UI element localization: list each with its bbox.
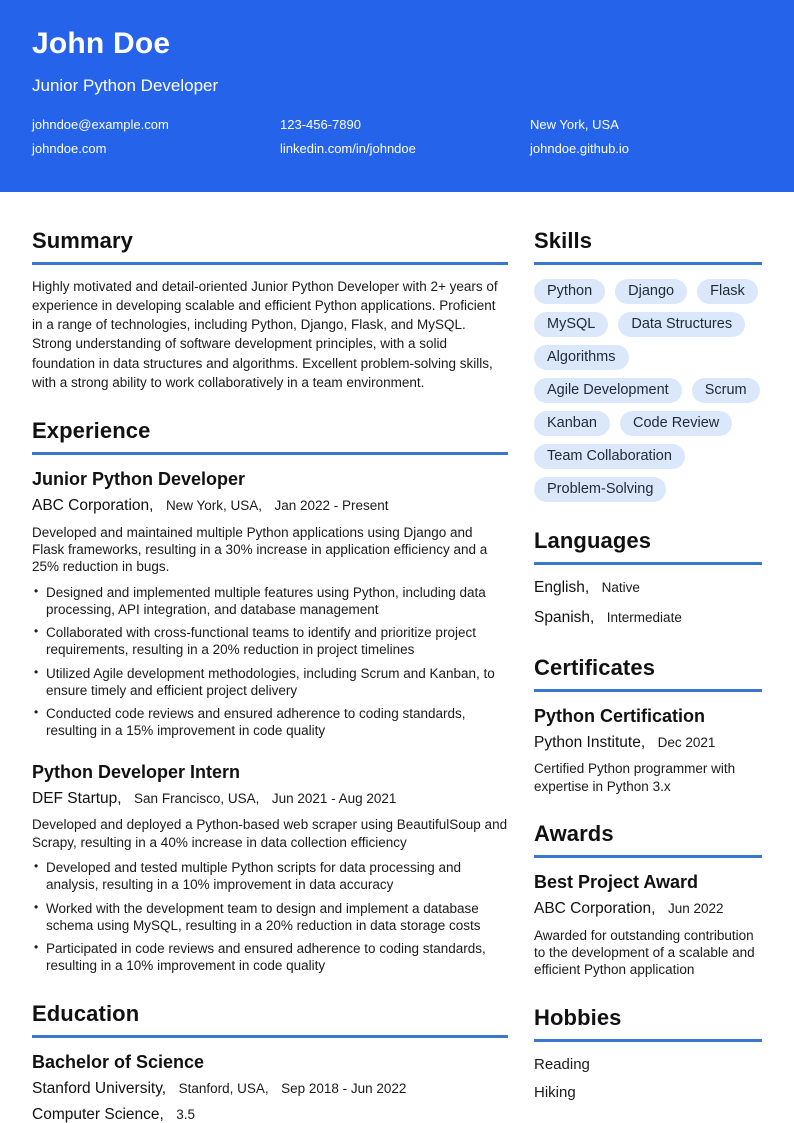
- right-column: [534, 192, 762, 1123]
- skill-chip: Kanban: [534, 411, 610, 436]
- hobby-item: Reading: [534, 1055, 590, 1073]
- job-dates: Jun 2021 - Aug 2021: [271, 790, 397, 806]
- languages-heading: Languages: [534, 528, 762, 565]
- certificate-entry: [534, 706, 762, 795]
- section-awards: [534, 821, 762, 979]
- award-title: Best Project Award: [534, 871, 699, 892]
- skill-chip: Team Collaboration: [534, 444, 685, 469]
- job-entry: [32, 762, 508, 975]
- language-name: Spanish ,: [534, 609, 594, 626]
- certificate-description: Certified Python programmer with expertise in Python 3.x: [534, 761, 736, 794]
- hobby-item: Hiking: [534, 1084, 576, 1102]
- school-location: Stanford, USA ,: [179, 1081, 269, 1096]
- school-name: Stanford University ,: [32, 1080, 166, 1097]
- section-education: [32, 1001, 508, 1123]
- section-summary: [32, 228, 508, 392]
- candidate-job-title: Junior Python Developer: [32, 76, 219, 95]
- contact-phone: 123-456-7890: [280, 117, 361, 132]
- hobbies-heading: Hobbies: [534, 1005, 762, 1042]
- experience-heading: Experience: [32, 418, 508, 455]
- language-item: [534, 608, 762, 629]
- skill-chip: Scrum: [692, 378, 760, 403]
- skill-chip: Data Structures: [618, 312, 745, 337]
- skill-chip: Code Review: [620, 411, 732, 436]
- language-level: Intermediate: [606, 609, 682, 625]
- school-line: [32, 1079, 508, 1100]
- contact-linkedin: linkedin.com/in/johndoe: [280, 141, 416, 156]
- language-item: [534, 578, 762, 599]
- bullet-item: • Conducted code reviews and ensured adherence to coding standards, resulting in a 15% improvement in code quality: [32, 705, 508, 740]
- job-meta: [32, 789, 508, 810]
- contact-github: johndoe.github.io: [530, 141, 630, 156]
- major-name: Computer Science ,: [32, 1106, 164, 1123]
- major-line: [32, 1105, 508, 1123]
- award-date: Jun 2022: [667, 900, 724, 916]
- skill-chip: MySQL: [534, 312, 608, 337]
- award-entry: [534, 872, 762, 979]
- certificate-date: Dec 2021: [657, 734, 716, 750]
- section-experience: [32, 418, 508, 975]
- candidate-name: John Doe: [32, 27, 171, 60]
- bullet-item: • Developed and tested multiple Python scripts for data processing and analysis, resulting in a 10% improvement in data accuracy: [32, 859, 508, 894]
- contact-email: johndoe@example.com: [32, 117, 169, 132]
- summary-text: Highly motivated and detail-oriented Junior Python Developer with 2+ years of experience in developing scalable and efficient Python applications. Proficient in a range of technologies, including Python, Django, Flask, and MySQL. Strong understanding of software development principles, with a solid foundation in data structures and algorithms. Excellent problem-solving skills, with a strong ability to work collaboratively in a team environment.: [32, 279, 498, 390]
- certificate-title: Python Certification: [534, 705, 706, 726]
- resume-header: [0, 0, 794, 192]
- contact-website: johndoe.com: [32, 141, 107, 156]
- company-name: DEF Startup ,: [32, 790, 122, 807]
- skills-heading: Skills: [534, 228, 762, 265]
- bullet-item: • Collaborated with cross-functional teams to identify and prioritize project requirements, resulting in a 20% reduction in project timelines: [32, 624, 508, 659]
- bullet-item: • Utilized Agile development methodologies, including Scrum and Kanban, to ensure timely and efficient project delivery: [32, 665, 508, 700]
- degree-title: Bachelor of Science: [32, 1051, 205, 1072]
- section-skills: [534, 228, 762, 502]
- company-name: ABC Corporation ,: [32, 497, 153, 514]
- skills-chip-list: [534, 279, 762, 502]
- certificates-heading: Certificates: [534, 655, 762, 692]
- language-name: English ,: [534, 579, 589, 596]
- school-dates: Sep 2018 - Jun 2022: [281, 1080, 407, 1096]
- bullet-item: • Participated in code reviews and ensured adherence to coding standards, resulting in a 10% improvement in code quality: [32, 940, 508, 975]
- job-title: Junior Python Developer: [32, 468, 246, 489]
- education-heading: Education: [32, 1001, 508, 1038]
- job-location: San Francisco, USA ,: [134, 791, 259, 806]
- summary-heading: Summary: [32, 228, 508, 265]
- bullet-item: • Designed and implemented multiple features using Python, including data processing, API integration, and database management: [32, 584, 508, 619]
- job-description: Developed and maintained multiple Python applications using Django and Flask frameworks, resulting in a 30% increase in application efficiency and a 25% reduction in bugs.: [32, 524, 488, 575]
- section-hobbies: [534, 1005, 762, 1103]
- education-entry: [32, 1052, 508, 1123]
- awards-heading: Awards: [534, 821, 762, 858]
- award-description: Awarded for outstanding contribution to the development of a scalable and efficient Python application: [534, 927, 755, 978]
- job-meta: [32, 496, 508, 517]
- contact-location: New York, USA: [530, 117, 619, 132]
- award-meta: [534, 899, 762, 920]
- main-content: [0, 192, 794, 1123]
- skill-chip: Algorithms: [534, 345, 629, 370]
- skill-chip: Problem-Solving: [534, 477, 666, 502]
- left-column: [32, 192, 508, 1123]
- certificate-meta: [534, 733, 762, 754]
- skill-chip: Django: [615, 279, 687, 304]
- award-issuer: ABC Corporation ,: [534, 900, 655, 917]
- skill-chip: Flask: [697, 279, 758, 304]
- job-title: Python Developer Intern: [32, 761, 241, 782]
- job-bullets: [32, 859, 508, 975]
- certificate-issuer: Python Institute ,: [534, 734, 645, 751]
- skill-chip: Agile Development: [534, 378, 682, 403]
- job-dates: Jan 2022 - Present: [274, 497, 389, 513]
- gpa-value: 3.5: [176, 1107, 196, 1123]
- job-bullets: [32, 584, 508, 740]
- contact-grid: [32, 117, 762, 156]
- section-languages: [534, 528, 762, 629]
- language-level: Native: [601, 580, 640, 595]
- job-entry: [32, 469, 508, 740]
- bullet-item: • Worked with the development team to design and implement a database schema using MySQL, resulting in a 20% reduction in data storage costs: [32, 900, 508, 935]
- job-description: Developed and deployed a Python-based web scraper using BeautifulSoup and Scrapy, resulting in a 40% increase in data collection efficiency: [32, 817, 508, 850]
- job-location: New York, USA ,: [166, 498, 262, 513]
- skill-chip: Python: [534, 279, 605, 304]
- section-certificates: [534, 655, 762, 795]
